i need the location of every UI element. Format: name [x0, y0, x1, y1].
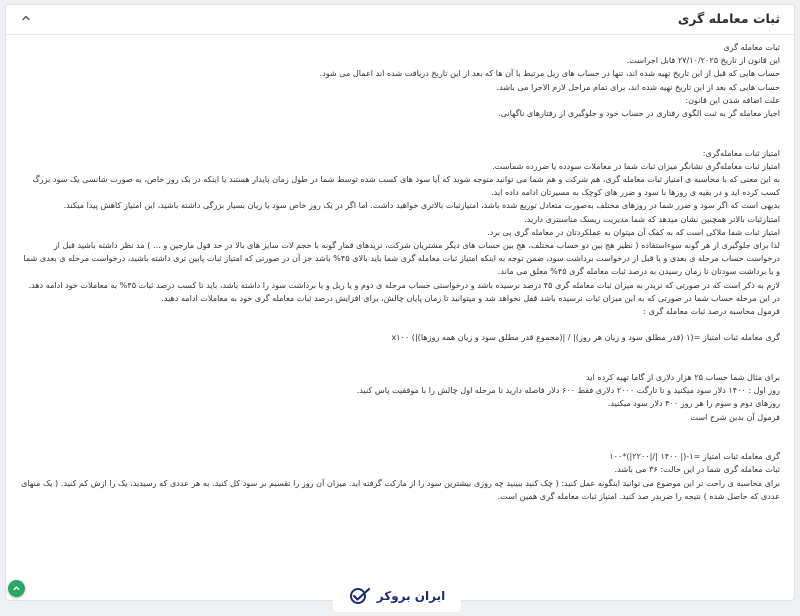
paragraph: این قانون از تاریخ ۲۷/۱۰/۲۰۲۵ قابل اجراست.	[626, 55, 780, 66]
paragraph: لازم به ذکر است که در صورتی که تریدر به میزان ثبات معامله گری ۴۵ درصد نرسیده باشد و درخواستی حساب مرحله ی دوم و یا ریل و یا برداشت سود را داشته باشد، باید تا کسب درصد ثبات ۴۵% به معاملات خود ادامه دهد.	[28, 279, 780, 290]
paragraph: امتیاز ثبات معامله‌گری نشانگر میزان ثبات شما در معاملات سودده یا ضررده شماست.	[492, 160, 780, 171]
paragraph: فرمول محاسبه درصد ثبات معامله گری :	[643, 306, 780, 317]
paragraph: امتیاز ثبات شما ملاکی است که به کمک آن میتوان به عملکردتان در معامله گری پی برد.	[487, 226, 780, 237]
brand-logo[interactable]	[333, 580, 461, 612]
brand-name: ایران بروکر	[376, 589, 446, 603]
paragraph: به این معنی که با محاسبه ی امتیاز ثبات معامله گری، هم شرکت و هم شما می توانید متوجه شوید که آیا سود های کسب شده توسط شما در طول زمان پایدار هستند یا اینکه در یک روز خاص، به صورت شانسی یک سود بزرگ کسب کرده اید و در بقیه ی روزها با سود و ضرر های کوچک به مسیرتان ادامه داده اید.	[32, 174, 780, 198]
paragraph: لذا برای جلوگیری از هر گونه سوءاستفاده ( نظیر هج بین دو حساب مختلف، هج بین حساب های دیگر مشتریان شرکت، تریدهای قمار گونه با حجم لات سایز های بالا در حد فول مارجین و ... ) مد نظر داشته باشید قبل از درخواست حساب مرحله ی بعدی و یا قبل از درخواست برداشت سود، ضمن توجه به اینکه امتیاز ثبات معامله گری شما باید بالای ۴۵% باشد جز آن در صورتی که امتیاز ثبات پایین تری داشته باشید، درخواست مرحله ی بعدی شما و یا برداشت سودتان تا زمان رسیدن به درصد ثبات معامله گری ۴۵% معلق می ماند.	[23, 240, 780, 277]
paragraph: بدیهی است که اگر سود و ضرر شما در روزهای مختلف به‌صورت متعادل توزیع شده باشد، امتیازثبات بالاتری خواهید داشت. اما اگر در یک روز خاص سود یا زیان بسیار بزرگی داشته باشید، این امتیاز کاهش پیدا میکند.	[63, 200, 780, 211]
collapse-button[interactable]	[18, 10, 34, 26]
paragraph: علت اضافه شدن این قانون:	[685, 94, 780, 105]
paragraph: در این مرحله حساب شما در صورتی که به این میزان ثبات نرسیده باشد قفل نخواهد شد و میتوانید تا زمان پایان چالش، برای افزایش درصد ثبات معامله گری خود به معاملات ادامه دهید.	[161, 292, 780, 303]
chevron-up-icon	[21, 13, 31, 23]
paragraph: حساب هایی که بعد از این تاریخ تهیه شده اند، برای تمام مراحل لازم الاجرا می باشد.	[496, 81, 780, 92]
paragraph: ثبات معامله گری شما در این حالت: ۳۶ می باشد.	[614, 464, 780, 475]
paragraph: امتیازثبات بالاتر همچنین نشان میدهد که شما مدیریت ریسک مناسبتری دارید.	[524, 213, 780, 224]
paragraph: روزهای دوم و سوم را هر روز ۴۰۰ دلار سود میکنید.	[607, 398, 780, 409]
paragraph: اجبار معامله گر به ثبت الگوی رفتاری در حساب خود و جلوگیری از رفتارهای ناگهانی.	[498, 108, 780, 119]
panel-title: ثبات معامله گری	[677, 11, 780, 26]
consistency-panel	[5, 4, 795, 601]
section-heading: امتیاز ثبات معامله‌گری:	[702, 147, 780, 158]
formula: گری معامله ثبات امتیاز =۱-(| ۱۴۰۰ |/|۲۲۰۰|)*۱۰۰	[609, 451, 780, 462]
paragraph: حساب هایی که قبل از این تاریخ تهیه شده اند، تنها در حساب های ریل مرتبط با آن ها که بعد از این تاریخ دریافت شده اند اعمال می شود.	[319, 68, 780, 79]
paragraph: برای مثال شما حساب ۲۵ هزار دلاری از گاما تهیه کرده اید	[586, 372, 780, 383]
paragraph: روز اول : ۱۴۰۰ دلار سود میکنید و تا تارگت ۲۰۰۰ دلاری فقط ۶۰۰ دلار فاصله دارید تا مرحله اول چالش را با موفقیت پاس کنید.	[356, 385, 780, 396]
panel-body	[6, 35, 794, 503]
paragraph: برای محاسبه ی راحت تر این موضوع می توانید اینگونه عمل کنید: ( چک کنید ببینید چه روزی بیشترین سود را از مارکت گرفته اید. میزان آن روز را تقسیم بر سود کل کنید. به هر عددی که رسیدید، یک را ازش کم کنید. ( یک منهای عددی که حاصل شده ) نتیجه را ضربدر صد کنید. امتیاز ثبات معامله گری همین است.	[21, 477, 780, 501]
formula: گری معامله ثبات امتیاز =(۱ (قدر مطلق سود و زیان هر روز)| / |(مجموع قدر مطلق سود و زیان همه روزها)|) x۱۰۰	[391, 332, 780, 343]
paragraph: فرمول آن بدین شرح است	[690, 411, 780, 422]
panel-header[interactable]	[6, 5, 794, 35]
section-heading: ثبات معامله گری	[723, 42, 780, 52]
check-swoosh-icon	[349, 587, 371, 605]
arrow-up-icon	[12, 584, 21, 593]
scroll-to-top-button[interactable]	[8, 580, 25, 597]
